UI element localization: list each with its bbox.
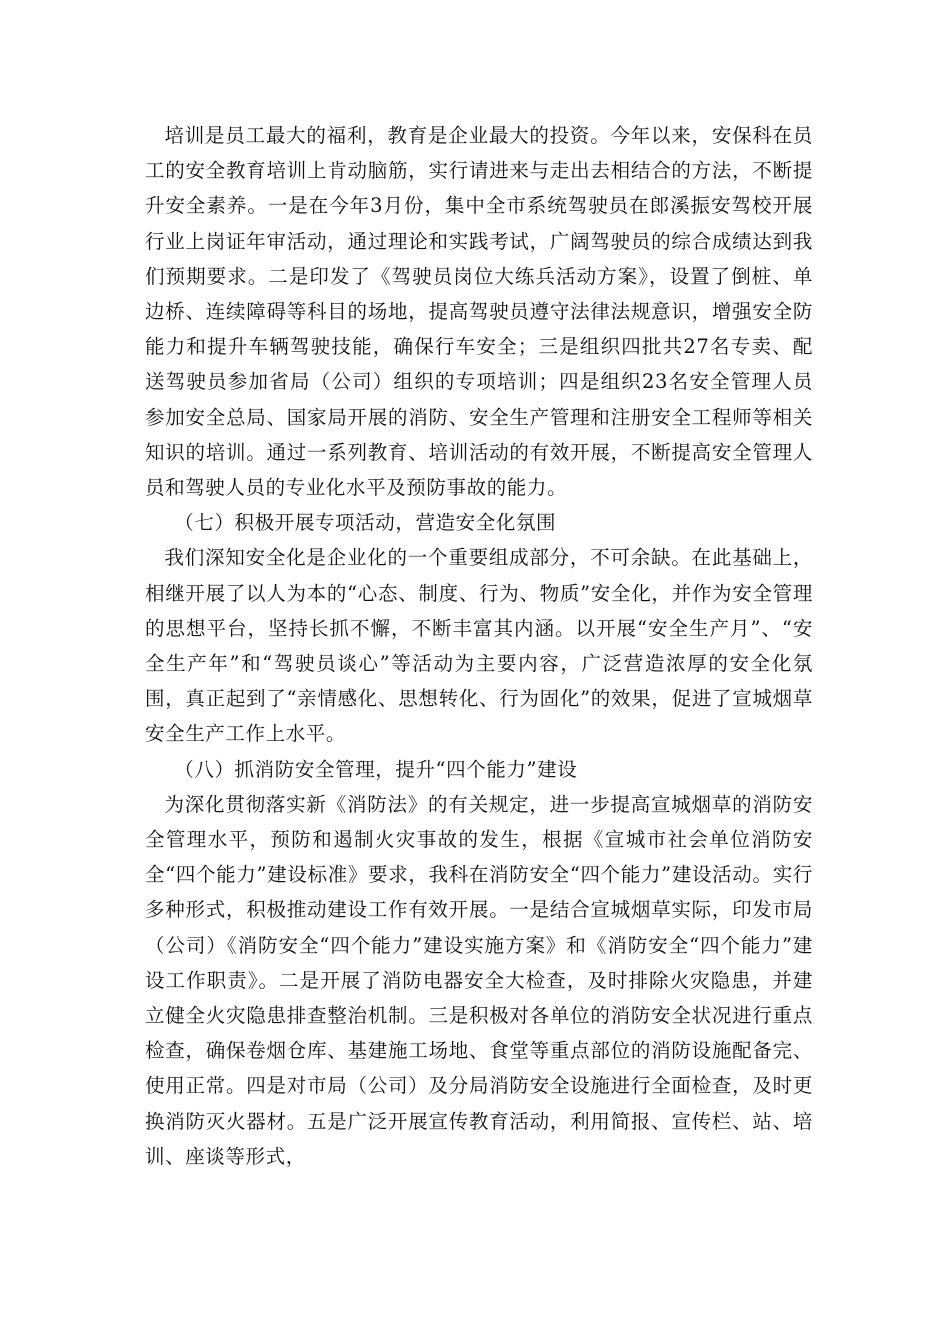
document-page bbox=[145, 118, 813, 1174]
section-heading-8: （八）抓消防安全管理，提升“四个能力”建设 bbox=[174, 757, 578, 781]
paragraph-fire-safety: 为深化贯彻落实新《消防法》的有关规定，进一步提高宣城烟草的消防安全管理水平，预防和遏制火灾事故的发生，根据《宣城市社会单位消防安全“四个能力”建设标准》要求，我科在消防安全“四个能力”建设活动。实行多种形式，积极推动建设工作有效开展。一是结合宣城烟草实际，印发市局（公司）《消防安全“四个能力”建设实施方案》和《消防安全“四个能力”建设工作职责》。二是开展了消防电器安全大检查，及时排除火灾隐患，并建立健全火灾隐患排查整治机制。三是积极对各单位的消防安全状况进行重点检查，确保卷烟仓库、基建施工场地、食堂等重点部位的消防设施配备完、使用正常。四是对市局（公司）及分局消防安全设施进行全面检查，及时更换消防灭火器材。五是广泛开展宣传教育活动，利用简报、宣传栏、站、培训、座谈等形式， bbox=[145, 792, 813, 1168]
section-heading-7: （七）积极开展专项活动，营造安全化氛围 bbox=[174, 511, 557, 535]
paragraph-safety-culture: 我们深知安全化是企业化的一个重要组成部分，不可余缺。在此基础上，相继开展了以人为本的“心态、制度、行为、物质”安全化，并作为安全管理的思想平台，坚持长抓不懈，不断丰富其内涵。以开展“安全生产月”、“安全生产年”和“驾驶员谈心”等活动为主要内容，广泛营造浓厚的安全化氛围，真正起到了“亲情感化、思想转化、行为固化”的效果，促进了宣城烟草安全生产工作上水平。 bbox=[145, 546, 813, 746]
paragraph-training: 培训是员工最大的福利，教育是企业最大的投资。今年以来，安保科在员工的安全教育培训上肯动脑筋，实行请进来与走出去相结合的方法，不断提升安全素养。一是在今年3月份，集中全市系统驾驶员在郎溪振安驾校开展行业上岗证年审活动，通过理论和实践考试，广阔驾驶员的综合成绩达到我们预期要求。二是印发了《驾驶员岗位大练兵活动方案》，设置了倒桩、单边桥、连续障碍等科目的场地，提高驾驶员遵守法律法规意识，增强安全防能力和提升车辆驾驶技能，确保行车安全；三是组织四批共27名专卖、配送驾驶员参加省局（公司）组织的专项培训；四是组织23名安全管理人员参加安全总局、国家局开展的消防、安全生产管理和注册安全工程师等相关知识的培训。通过一系列教育、培训活动的有效开展，不断提高安全管理人员和驾驶人员的专业化水平及预防事故的能力。 bbox=[145, 124, 813, 500]
